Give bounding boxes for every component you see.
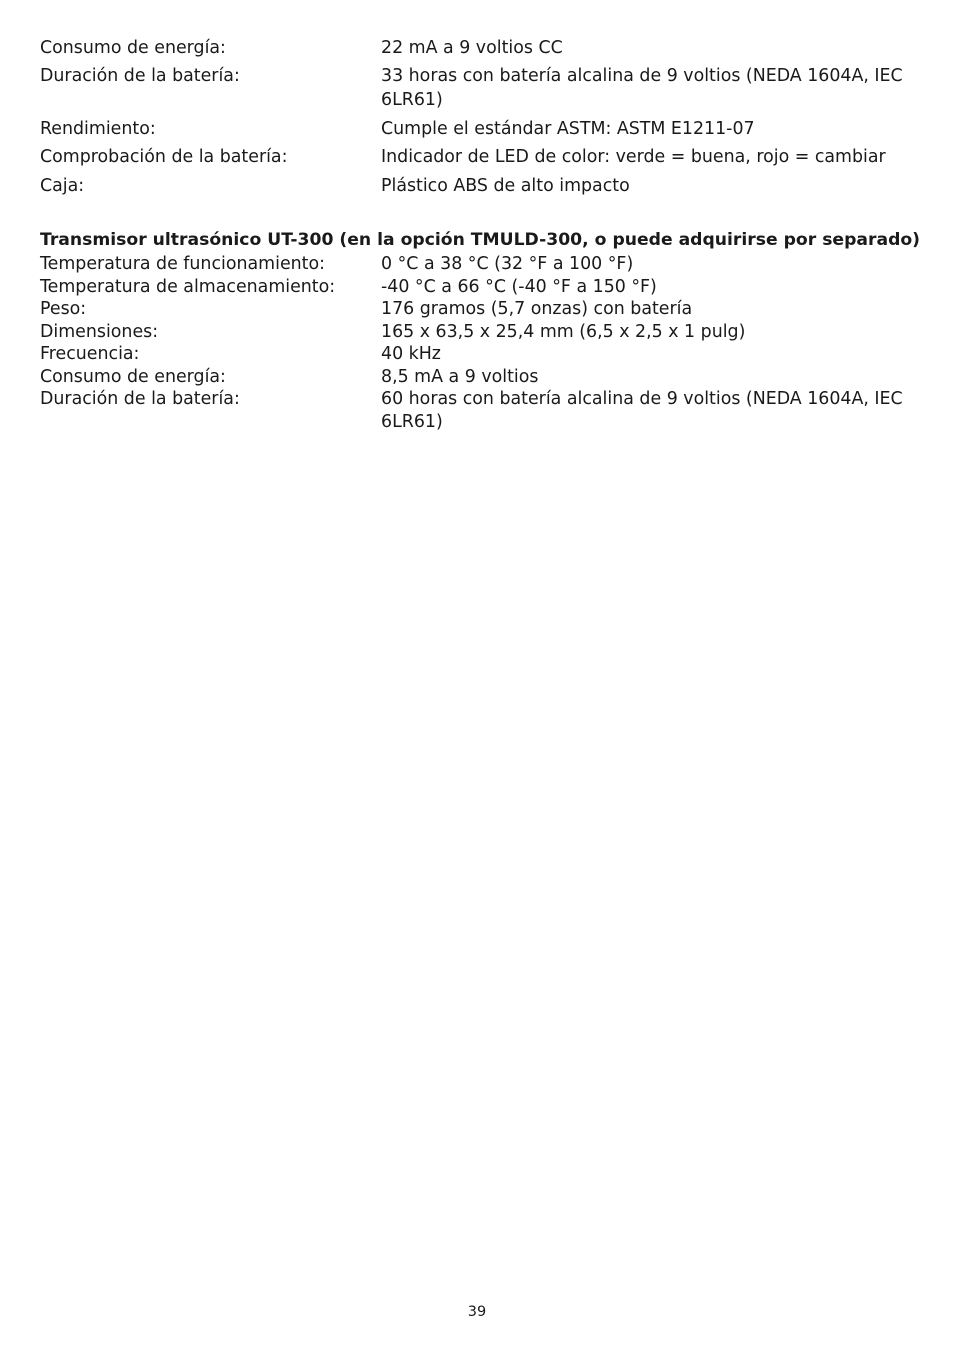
- spec-value: Cumple el estándar ASTM: ASTM E1211-07: [381, 118, 755, 139]
- specifications-table-receiver: [40, 36, 914, 202]
- spec-label: Caja:: [40, 175, 85, 196]
- spec-label: Duración de la batería:: [40, 389, 240, 409]
- spec-row: [40, 276, 914, 299]
- spec-row: [40, 298, 914, 321]
- specifications-table-transmitter: [40, 253, 914, 433]
- spec-row: [40, 366, 914, 389]
- spec-label: Comprobación de la batería:: [40, 147, 288, 168]
- spec-label: Temperatura de funcionamiento:: [40, 254, 325, 274]
- spec-value: 33 horas con batería alcalina de 9 voltios (NEDA 1604A, IEC 6LR61): [381, 66, 903, 111]
- spec-row: [40, 388, 914, 433]
- spec-row: [40, 174, 914, 202]
- spec-label: Frecuencia:: [40, 344, 140, 364]
- spec-value: 8,5 mA a 9 voltios: [381, 366, 539, 387]
- spec-row: [40, 117, 914, 145]
- spec-label: Dimensiones:: [40, 321, 159, 342]
- spec-row: [40, 64, 914, 116]
- spec-row: [40, 321, 914, 344]
- spec-label: Temperatura de almacenamiento:: [40, 276, 336, 297]
- spec-row: [40, 253, 914, 276]
- spec-label: Duración de la batería:: [40, 66, 240, 87]
- spec-row: [40, 36, 914, 64]
- spec-value: Indicador de LED de color: verde = buena, rojo = cambiar: [381, 147, 886, 168]
- spec-row: [40, 145, 914, 173]
- spec-value: -40 °C a 66 °C (-40 °F a 150 °F): [381, 276, 657, 297]
- spec-value: 22 mA a 9 voltios CC: [381, 38, 563, 58]
- spec-label: Peso:: [40, 299, 87, 319]
- spec-row: [40, 343, 914, 366]
- spec-value: 40 kHz: [381, 344, 441, 364]
- spec-value: 176 gramos (5,7 onzas) con batería: [381, 299, 693, 319]
- spec-value: 60 horas con batería alcalina de 9 voltios (NEDA 1604A, IEC 6LR61): [381, 389, 903, 432]
- spec-label: Consumo de energía:: [40, 38, 226, 58]
- spec-value: Plástico ABS de alto impacto: [381, 175, 630, 196]
- page-number: 39: [467, 1304, 487, 1320]
- spec-value: 165 x 63,5 x 25,4 mm (6,5 x 2,5 x 1 pulg): [381, 321, 746, 342]
- spec-value: 0 °C a 38 °C (32 °F a 100 °F): [381, 254, 634, 274]
- spec-label: Rendimiento:: [40, 118, 156, 139]
- spec-label: Consumo de energía:: [40, 366, 226, 387]
- section-heading: Transmisor ultrasónico UT-300 (en la opción TMULD-300, o puede adquirirse por separado): [40, 230, 921, 250]
